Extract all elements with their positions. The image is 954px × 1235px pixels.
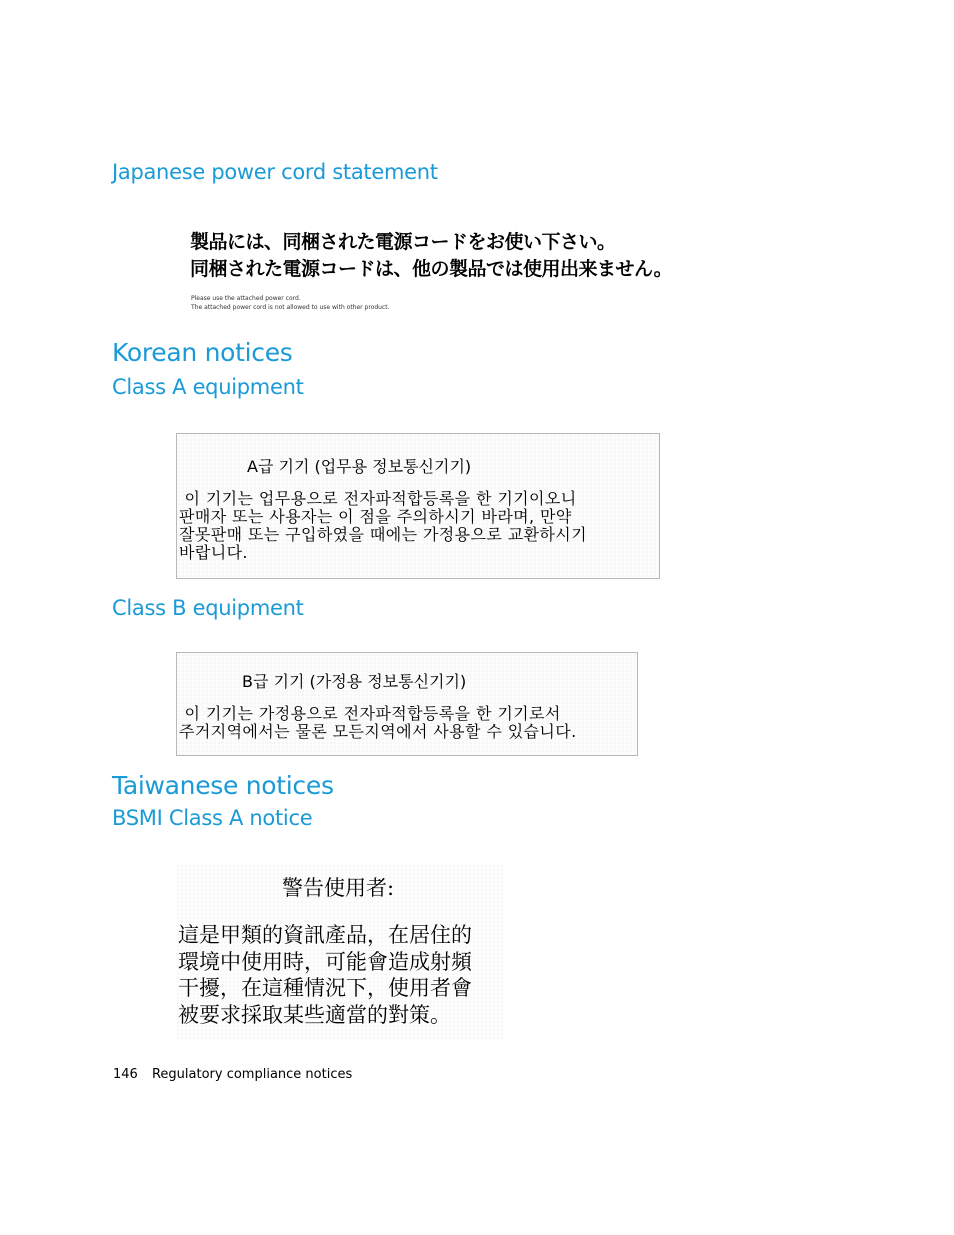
class-b-notice-title: B급 기기 (가정용 정보통신기기) xyxy=(242,672,467,691)
japanese-power-cord-heading: Japanese power cord statement xyxy=(112,160,438,184)
japanese-statement-line-2: 同梱された電源コードは、他の製品では使用出来ません。 xyxy=(190,258,673,280)
english-statement-line-2: The attached power cord is not allowed to use with other product. xyxy=(191,304,390,311)
class-a-notice-title: A급 기기 (업무용 정보통신기기) xyxy=(247,457,472,476)
taiwanese-notices-heading: Taiwanese notices xyxy=(112,771,334,800)
page-number: 146 xyxy=(113,1067,138,1082)
class-b-notice-body: 이 기기는 가정용으로 전자파적합등록을 한 기기로서 주거지역에서는 물론 모든지역에서 사용할 수 있습니다. xyxy=(179,704,577,741)
page-footer xyxy=(113,1067,352,1082)
bsmi-notice-image xyxy=(176,864,504,1040)
class-a-notice-body: 이 기기는 업무용으로 전자파적합등록을 한 기기이오니 판매자 또는 사용자는 이 점을 주의하시기 바라며, 만약 잘못판매 또는 구입하였을 때에는 가정용으로 교환하시기 바랍니다. xyxy=(179,489,587,562)
footer-section-title: Regulatory compliance notices xyxy=(151,1067,353,1082)
korean-class-b-notice-image xyxy=(176,652,638,756)
class-a-equipment-heading: Class A equipment xyxy=(112,375,304,399)
japanese-statement-line-1: 製品には、同梱された電源コードをお使い下さい。 xyxy=(190,231,616,253)
english-statement-line-1: Please use the attached power cord. xyxy=(191,295,301,302)
bsmi-notice-title: 警告使用者: xyxy=(282,876,395,900)
korean-notices-heading: Korean notices xyxy=(112,338,293,367)
korean-class-a-notice-image xyxy=(176,433,660,579)
bsmi-notice-body: 這是甲類的資訊產品，在居住的 環境中使用時，可能會造成射頻 干擾，在這種情況下，使用者會 被要求採取某些適當的對策。 xyxy=(178,923,472,1027)
bsmi-class-a-notice-heading: BSMI Class A notice xyxy=(112,806,313,830)
class-b-equipment-heading: Class B equipment xyxy=(112,596,304,620)
